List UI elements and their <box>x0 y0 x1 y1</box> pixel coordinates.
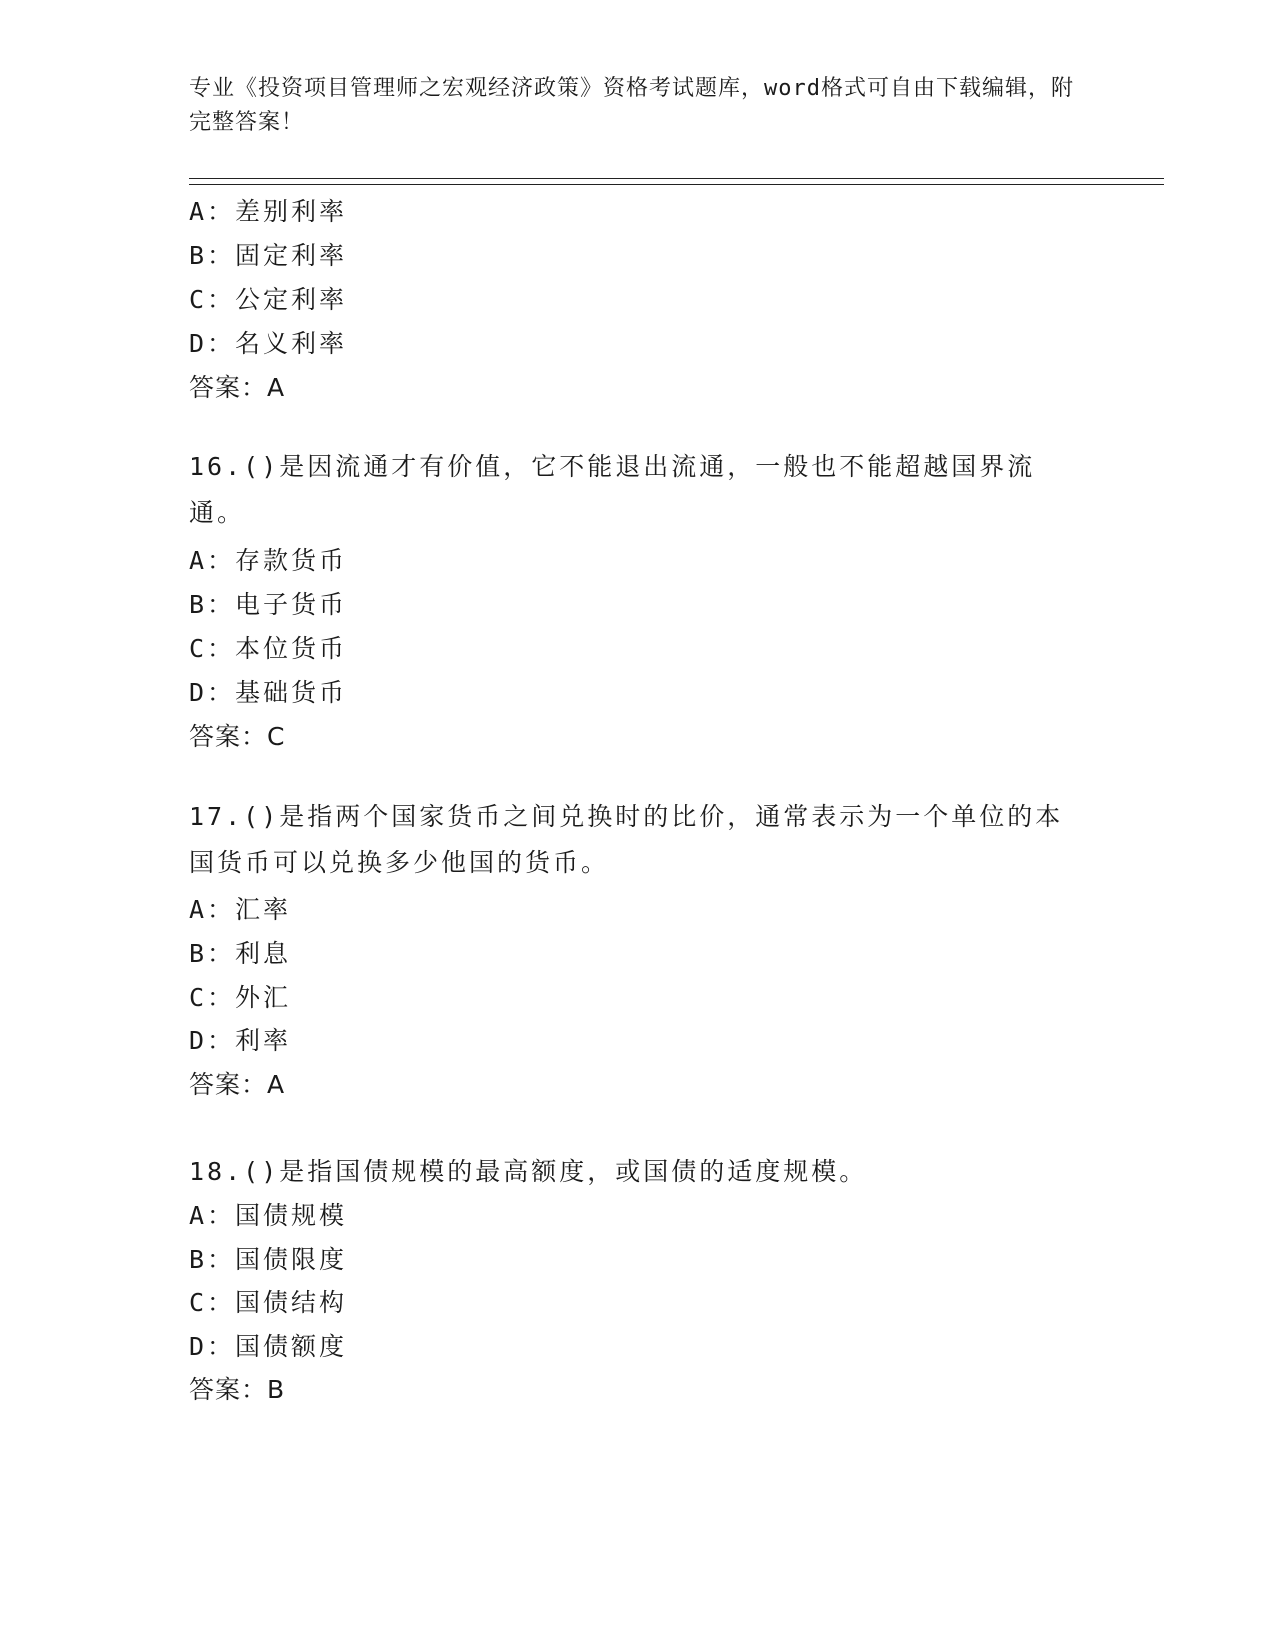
q18-option-c: C：国债结构 <box>189 1288 348 1317</box>
q18-option-b: B：国债限度 <box>189 1245 348 1274</box>
q17-question: 17.()是指两个国家货币之间兑换时的比价，通常表示为一个单位的本国货币可以兑换多少他国的货币。 <box>189 802 1064 877</box>
q16-answer: 答案：C <box>189 722 286 751</box>
q15-option-a: A：差别利率 <box>189 197 348 226</box>
q15-option-c: C：公定利率 <box>189 285 348 314</box>
q17-option-c: C：外汇 <box>189 983 292 1012</box>
q17-option-d: D：利率 <box>189 1026 292 1055</box>
q18-option-d: D：国债额度 <box>189 1332 348 1361</box>
q17-answer: 答案：A <box>189 1070 286 1099</box>
q15-option-d: D：名义利率 <box>189 329 348 358</box>
q15-answer: 答案：A <box>189 373 286 402</box>
q16-option-b: B：电子货币 <box>189 590 348 619</box>
q15-option-b: B：固定利率 <box>189 241 348 270</box>
header-divider-bottom <box>189 184 1164 185</box>
q18-option-a: A：国债规模 <box>189 1201 348 1230</box>
q16-question: 16.()是因流通才有价值，它不能退出流通，一般也不能超越国界流通。 <box>189 452 1036 527</box>
q18-question: 18.()是指国债规模的最高额度，或国债的适度规模。 <box>189 1157 868 1186</box>
document-header: 专业《投资项目管理师之宏观经济政策》资格考试题库，word格式可自由下载编辑，附完整答案！ <box>189 76 1074 135</box>
q16-option-c: C：本位货币 <box>189 634 348 663</box>
q18-answer: 答案：B <box>189 1375 286 1404</box>
q17-option-b: B：利息 <box>189 939 292 968</box>
q16-option-a: A：存款货币 <box>189 546 348 575</box>
q17-option-a: A：汇率 <box>189 895 292 924</box>
header-divider-top <box>189 178 1164 179</box>
q16-option-d: D：基础货币 <box>189 678 348 707</box>
